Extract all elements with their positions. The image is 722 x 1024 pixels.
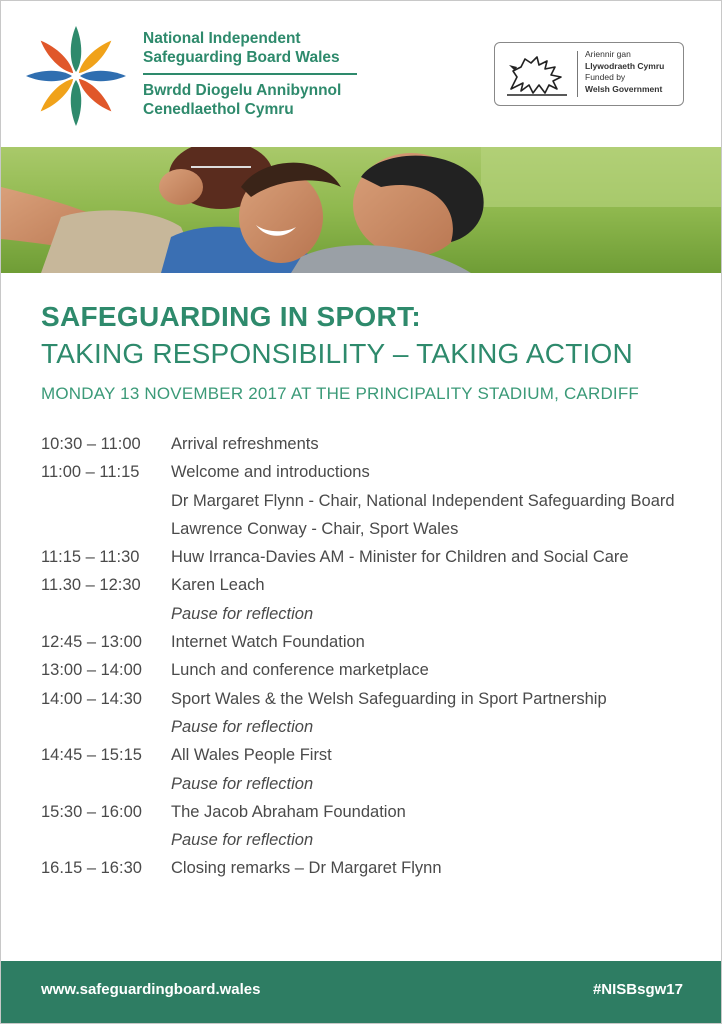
- agenda-item: Pause for reflection: [171, 717, 314, 736]
- event-date-venue: MONDAY 13 NOVEMBER 2017 AT THE PRINCIPALITY STADIUM, CARDIFF: [41, 384, 640, 403]
- event-title-line2: TAKING RESPONSIBILITY – TAKING ACTION: [41, 338, 633, 369]
- agenda-row: [41, 716, 691, 740]
- agenda-item: Pause for reflection: [171, 604, 314, 623]
- agenda-time: 12:45 – 13:00: [41, 633, 142, 652]
- agenda-row: [41, 433, 691, 457]
- agenda-time: 11:15 – 11:30: [41, 548, 140, 567]
- org-name-divider: [143, 73, 357, 75]
- agenda-time: [41, 716, 171, 740]
- event-title-line1: SAFEGUARDING IN SPORT:: [41, 301, 421, 332]
- org-name-cy-line2: Cenedlaethol Cymru: [143, 101, 294, 118]
- org-name-english: [143, 29, 363, 67]
- agenda-item: Pause for reflection: [171, 774, 314, 793]
- agenda-row: [41, 801, 691, 825]
- agenda-row: [41, 744, 691, 768]
- funder-line2: Llywodraeth Cymru: [585, 60, 665, 71]
- agenda-row: [41, 631, 691, 655]
- agenda-time: 14:00 – 14:30: [41, 689, 142, 708]
- funder-line3: Funded by: [585, 72, 626, 82]
- agenda-item: Lawrence Conway - Chair, Sport Wales: [171, 519, 459, 538]
- agenda-item: Lunch and conference marketplace: [171, 661, 429, 680]
- agenda-row: [41, 461, 691, 485]
- agenda-time: [41, 773, 171, 797]
- agenda-item: Sport Wales & the Welsh Safeguarding in Sport Partnership: [171, 689, 607, 708]
- header: [1, 1, 722, 147]
- agenda-time: 16.15 – 16:30: [41, 859, 142, 878]
- agenda-time: 13:00 – 14:00: [41, 661, 142, 680]
- flower-logo-icon: [23, 23, 129, 129]
- agenda-item: Arrival refreshments: [171, 435, 319, 453]
- agenda-time: 15:30 – 16:00: [41, 802, 142, 821]
- agenda-item: Huw Irranca-Davies AM - Minister for Children and Social Care: [171, 548, 629, 567]
- agenda-row: [41, 574, 691, 598]
- funder-line4: Welsh Government: [585, 83, 663, 94]
- org-name-en-line2: Safeguarding Board Wales: [143, 49, 340, 66]
- agenda-row: [41, 603, 691, 627]
- agenda-item: Closing remarks – Dr Margaret Flynn: [171, 859, 442, 878]
- agenda-row: [41, 659, 691, 683]
- footer: [1, 961, 722, 1024]
- badge-divider: [577, 51, 578, 97]
- agenda-row: [41, 518, 691, 542]
- agenda-row: [41, 829, 691, 853]
- org-name-en-line1: National Independent: [143, 30, 301, 47]
- agenda-list: [41, 433, 691, 886]
- agenda-row: [41, 773, 691, 797]
- funder-text: [585, 49, 685, 95]
- agenda-time: [41, 518, 171, 542]
- agenda-row: [41, 857, 691, 881]
- org-name-cy-line1: Bwrdd Diogelu Annibynnol: [143, 82, 342, 99]
- agenda-item: Welcome and introductions: [171, 463, 370, 482]
- agenda-item: The Jacob Abraham Foundation: [171, 802, 406, 821]
- agenda-item: All Wales People First: [171, 746, 332, 765]
- agenda-time: 14:45 – 15:15: [41, 746, 142, 765]
- agenda-time: 11:00 – 11:15: [41, 463, 140, 482]
- welsh-dragon-icon: [503, 49, 571, 99]
- org-name-welsh: [143, 81, 363, 119]
- agenda-time: [41, 603, 171, 627]
- agenda-row: [41, 546, 691, 570]
- agenda-row: [41, 490, 691, 514]
- welsh-government-badge: [494, 42, 684, 106]
- agenda-time: 10:30 – 11:00: [41, 435, 141, 453]
- hashtag: #NISBsgw17: [592, 981, 683, 998]
- agenda-row: [41, 688, 691, 712]
- hero-photo: [1, 147, 722, 273]
- funder-line1: Ariennir gan: [585, 49, 631, 59]
- agenda-item: Dr Margaret Flynn - Chair, National Independent Safeguarding Board: [171, 491, 675, 510]
- agenda-item: Karen Leach: [171, 576, 265, 595]
- agenda-time: [41, 829, 171, 853]
- agenda-time: [41, 490, 171, 514]
- agenda-item: Pause for reflection: [171, 831, 314, 850]
- agenda-time: 11.30 – 12:30: [41, 576, 141, 595]
- agenda-item: Internet Watch Foundation: [171, 633, 365, 652]
- website-link[interactable]: www.safeguardingboard.wales: [41, 981, 261, 998]
